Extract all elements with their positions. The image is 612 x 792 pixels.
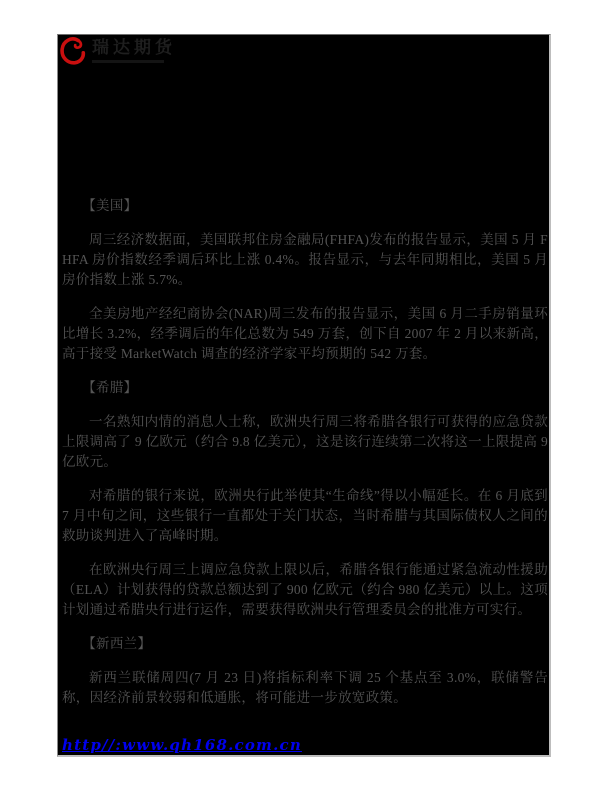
paragraph-nz-rate-cut: 新西兰联储周四(7 月 23 日)将指标利率下调 25 个基点至 3.0%，联储警告称，因经济前景较弱和低通胀，将可能进一步放宽政策。 [62,670,548,705]
report-panel [57,34,551,757]
section-header-greece: 【希腊】 [82,380,138,395]
footer-website-link[interactable]: http//:www.qh168.com.cn [62,736,302,754]
logo-title: 瑞达期货 [92,38,176,57]
paragraph-usa-nar: 全美房地产经纪商协会(NAR)周三发布的报告显示，美国 6 月二手房销量环比增长 3.2%，经季调后的年化总数为 549 万套，创下自 2007 年 2 月以来新高，高于接受 MarketWatch 调查的经济学家平均预期的 542 万套。 [62,306,548,361]
section-header-new-zealand: 【新西兰】 [82,636,152,651]
logo-subtitle-mark [92,60,164,63]
paragraph-greece-lifeline: 对希腊的银行来说，欧洲央行此举使其“生命线”得以小幅延长。在 6 月底到 7 月中旬之间，这些银行一直都处于关门状态，当时希腊与其国际债权人之间的救助谈判进入了高峰时期。 [62,488,548,543]
paragraph-greece-ela-total: 在欧洲央行周三上调应急贷款上限以后，希腊各银行能通过紧急流动性援助（ELA）计划获得的贷款总额达到了 900 亿欧元（约合 980 亿美元）以上。这项计划通过希腊央行进行运作，需要获得欧洲央行管理委员会的批准方可实行。 [62,562,548,617]
section-header-usa: 【美国】 [82,198,138,213]
logo-text-block [92,36,176,63]
company-logo [59,36,176,66]
report-body [62,196,548,722]
paragraph-usa-fhfa: 周三经济数据面，美国联邦住房金融局(FHFA)发布的报告显示，美国 5 月 FHFA 房价指数经季调后环比上涨 0.4%。报告显示，与去年同期相比，美国 5 月房价指数上涨 5.7%。 [62,232,548,287]
logo-swirl-icon [59,36,86,66]
paragraph-greece-ela-raise: 一名熟知内情的消息人士称，欧洲央行周三将希腊各银行可获得的应急贷款上限调高了 9 亿欧元（约合 9.8 亿美元），这是该行连续第二次将这一上限提高 9 亿欧元。 [62,414,548,469]
